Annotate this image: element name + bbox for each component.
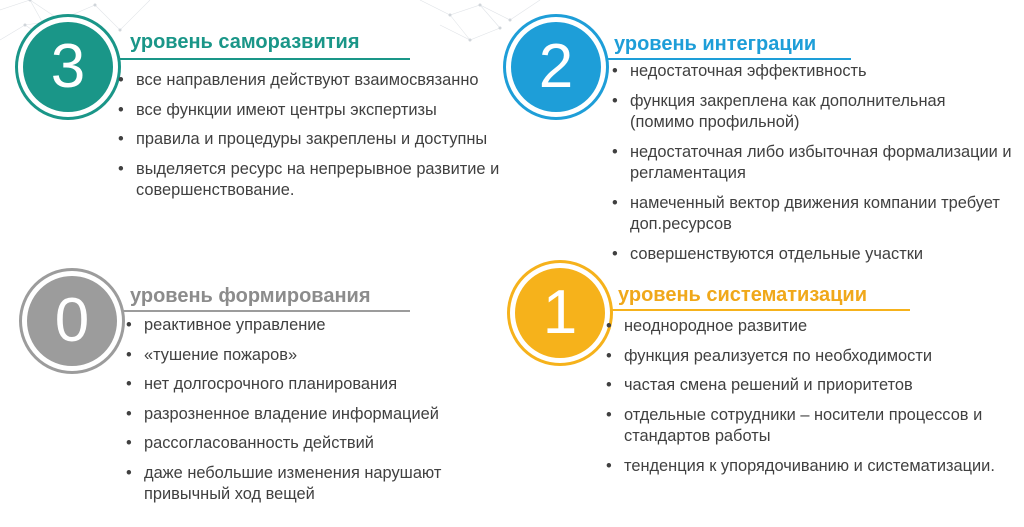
list-item: • даже небольшие изменения нарушают привычный ход вещей	[126, 463, 521, 506]
list-item: • тенденция к упорядочиванию и систематизации.	[606, 456, 1006, 478]
level-0-number-circle	[22, 271, 122, 371]
level-1-title: уровень систематизации	[618, 284, 868, 306]
list-item: • разрозненное владение информацией	[126, 404, 521, 426]
level-3-divider	[118, 58, 410, 60]
level-2-list	[612, 61, 1012, 273]
level-2-number-circle	[506, 17, 606, 117]
list-item: • частая смена решений и приоритетов	[606, 375, 1006, 397]
list-item: • функция закреплена как дополнительная (помимо профильной)	[612, 91, 1012, 134]
list-item: • недостаточная либо избыточная формализации и регламентация	[612, 142, 1012, 185]
list-item: • рассогласованность действий	[126, 433, 521, 455]
list-item: • совершенствуются отдельные участки	[612, 244, 1012, 266]
level-0-list	[126, 315, 521, 514]
level-2-divider	[606, 58, 851, 60]
level-1-number: 1	[542, 278, 578, 347]
level-3-title: уровень саморазвития	[130, 31, 360, 53]
level-3-list	[118, 70, 513, 210]
level-0-title: уровень формирования	[130, 285, 371, 307]
list-item: • намеченный вектор движения компании требует доп.ресурсов	[612, 193, 1012, 236]
level-1-divider	[610, 309, 910, 311]
list-item: • все направления действуют взаимосвязанно	[118, 70, 513, 92]
list-item: • «тушение пожаров»	[126, 345, 521, 367]
level-3-number-circle	[18, 17, 118, 117]
level-2-title: уровень интеграции	[614, 33, 817, 55]
list-item: • недостаточная эффективность	[612, 61, 1012, 83]
list-item: • нет долгосрочного планирования	[126, 374, 521, 396]
list-item: • неоднородное развитие	[606, 316, 1006, 338]
list-item: • все функции имеют центры экспертизы	[118, 100, 513, 122]
level-1-list	[606, 316, 1006, 485]
level-0-number: 0	[54, 286, 90, 355]
level-2-number: 2	[538, 32, 574, 101]
list-item: • отдельные сотрудники – носители процессов и стандартов работы	[606, 405, 1006, 448]
level-3-number: 3	[50, 32, 86, 101]
list-item: • правила и процедуры закреплены и доступны	[118, 129, 513, 151]
list-item: • реактивное управление	[126, 315, 521, 337]
list-item: • функция реализуется по необходимости	[606, 346, 1006, 368]
level-0-divider	[122, 310, 410, 312]
level-1-number-circle	[510, 263, 610, 363]
list-item: • выделяется ресурс на непрерывное развитие и совершенствование.	[118, 159, 513, 202]
